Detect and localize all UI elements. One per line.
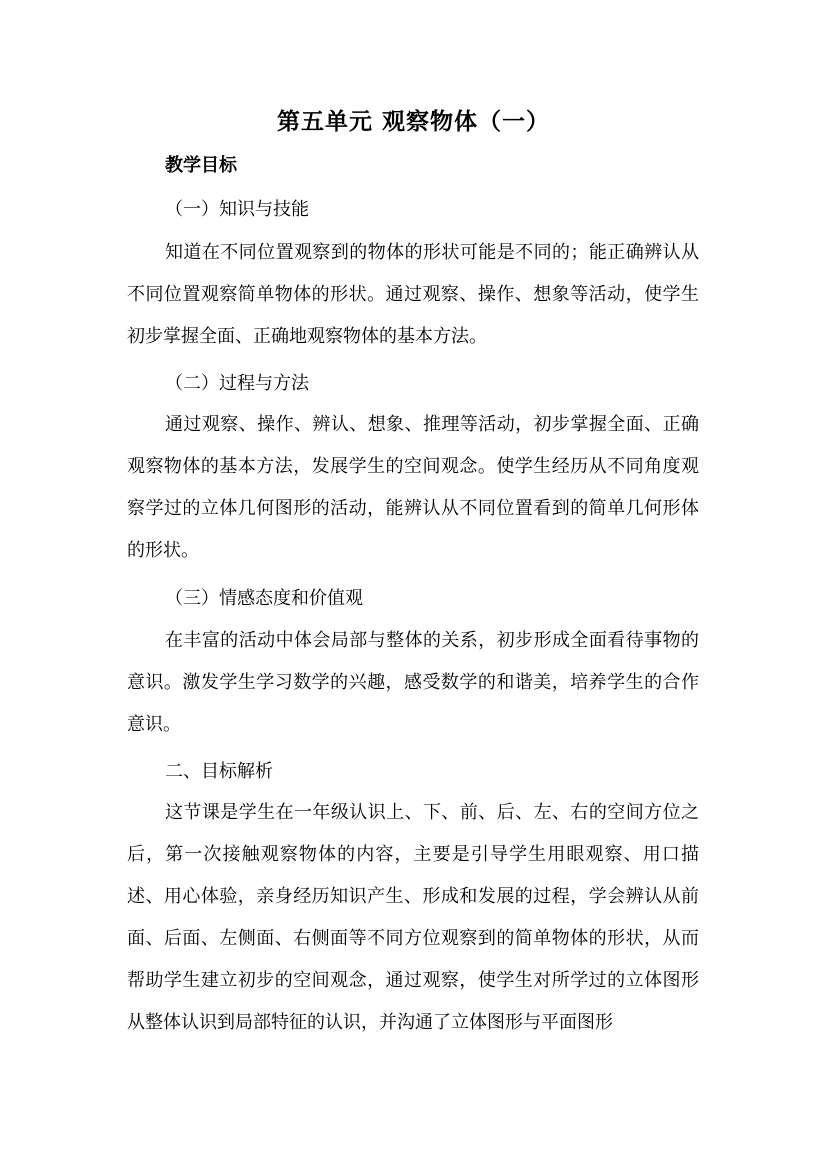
- section-heading-teaching-goals: 教学目标: [165, 155, 237, 176]
- paragraph-goal-analysis: 这节课是学生在一年级认识上、下、前、后、左、右的空间方位之后，第一次接触观察物体的内容，主要是引导学生用眼观察、用口描述、用心体验，亲身经历知识产生、形成和发展的过程，学会辨认从前面、后面、左侧面、右侧面等不同方位观察到的简单物体的形状，从而帮助学生建立初步的空间观念，通过观察，使学生对所学过的立体图形从整体认识到局部特征的认识，并沟通了立体图形与平面图形: [127, 802, 699, 1033]
- subsection-heading-emotion-values: （三）情感态度和价值观: [165, 588, 363, 609]
- subsection-heading-knowledge-skills: （一）知识与技能: [165, 199, 309, 220]
- document-title: 第五单元 观察物体（一）: [276, 108, 550, 135]
- paragraph-emotion-values: 在丰富的活动中体会局部与整体的关系，初步形成全面看待事物的意识。激发学生学习数学的兴趣，感受数学的和谐美，培养学生的合作意识。: [127, 630, 699, 735]
- paragraph-knowledge-skills: 知道在不同位置观察到的物体的形状可能是不同的；能正确辨认从不同位置观察简单物体的形状。通过观察、操作、想象等活动，使学生初步掌握全面、正确地观察物体的基本方法。: [127, 242, 699, 347]
- paragraph-process-methods: 通过观察、操作、辨认、想象、推理等活动，初步掌握全面、正确观察物体的基本方法，发展学生的空间观念。使学生经历从不同角度观察学过的立体几何图形的活动，能辨认从不同位置看到的简单几何形体的形状。: [127, 414, 699, 561]
- section-heading-goal-analysis: 二、目标解析: [165, 761, 273, 782]
- subsection-heading-process-methods: （二）过程与方法: [165, 373, 309, 394]
